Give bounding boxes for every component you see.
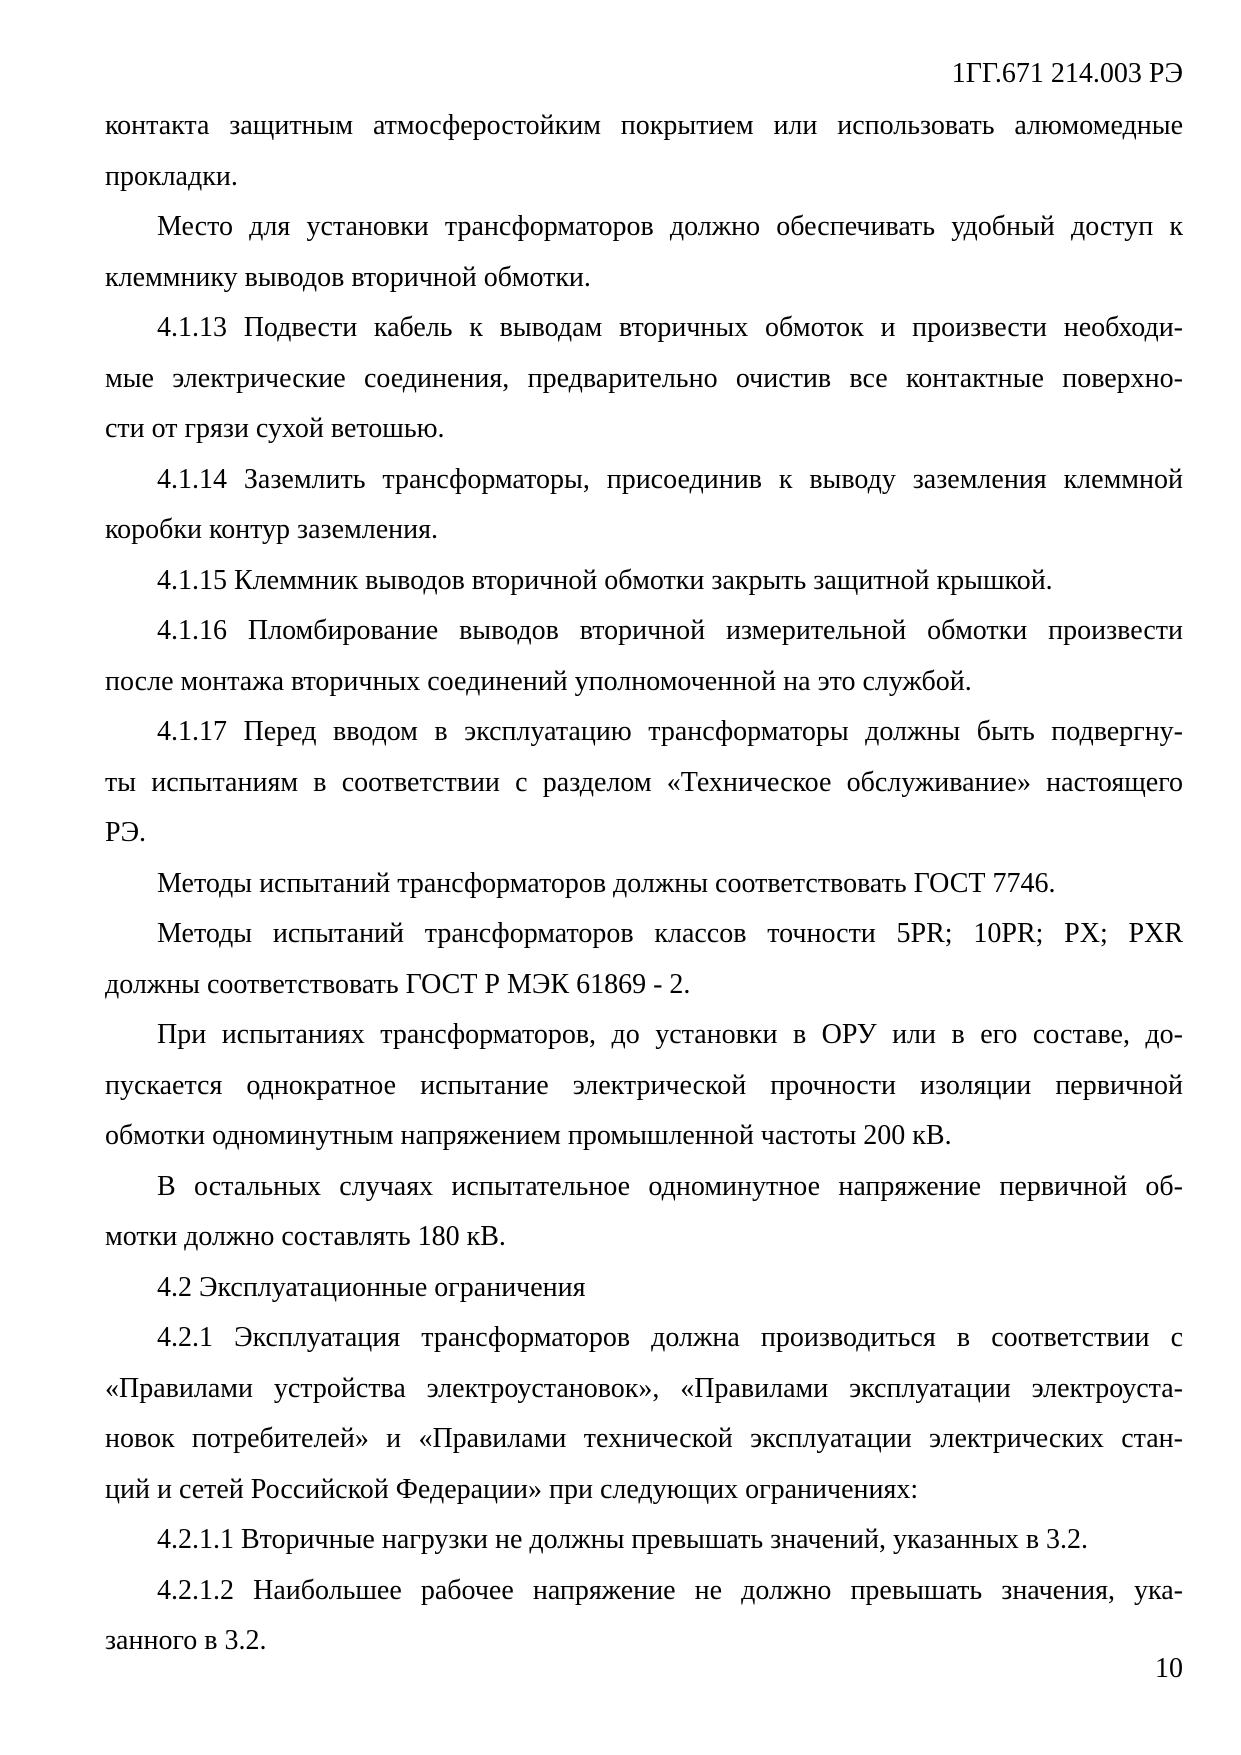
text-line: клеммнику выводов вторичной обмотки. (105, 261, 591, 293)
paragraph (105, 556, 1183, 607)
text-line: ций и сетей Российской Федерации» при следующих ограничениях: (105, 1473, 919, 1505)
text-line: Методы испытаний трансформаторов должны соответствовать ГОСТ 7746. (157, 867, 1056, 899)
paragraph (105, 1313, 1183, 1515)
page-number: 10 (1155, 1653, 1183, 1684)
paragraph (105, 909, 1183, 1010)
document-body (105, 101, 1183, 1667)
text-line: Методы испытаний трансформаторов классов точности 5PR; 10PR; PX; PXR (157, 918, 1183, 949)
text-line: прокладки. (105, 160, 238, 192)
text-line: 4.2.1 Эксплуатация трансформаторов должна производиться в соответствии с (157, 1322, 1183, 1353)
text-line: контакта защитным атмосферостойким покрытием или использовать алюмомедные (105, 110, 1183, 141)
text-line: пускается однократное испытание электрической прочности изоляции первичной (105, 1069, 1183, 1101)
text-line: сти от грязи сухой ветошью. (105, 413, 445, 444)
text-line: мые электрические соединения, предварительно очистив все контактные поверхно- (105, 362, 1183, 394)
text-line: новок потребителей» и «Правилами технической эксплуатации электрических стан- (105, 1423, 1183, 1454)
text-line: 4.2.1.2 Наибольшее рабочее напряжение не должно превышать значения, ука- (157, 1574, 1183, 1606)
paragraph (105, 1162, 1183, 1263)
paragraph (105, 455, 1183, 556)
text-line: обмотки одноминутным напряжением промышленной частоты 200 кВ. (105, 1120, 952, 1151)
text-line: после монтажа вторичных соединений уполномоченной на это службой. (105, 665, 972, 697)
paragraph (105, 606, 1183, 707)
text-line: «Правилами устройства электроустановок», «Правилами эксплуатации электроуста- (105, 1372, 1183, 1404)
paragraph (105, 1566, 1183, 1667)
text-line: РЭ. (105, 817, 147, 848)
text-line: Место для установки трансформаторов должно обеспечивать удобный доступ к (157, 211, 1183, 242)
paragraph (105, 1263, 1183, 1314)
text-line: При испытаниях трансформаторов, до установки в ОРУ или в его составе, до- (157, 1019, 1183, 1050)
text-line: 4.2.1.1 Вторичные нагрузки не должны превышать значений, указанных в 3.2. (157, 1524, 1089, 1555)
text-line: 4.1.13 Подвести кабель к выводам вторичных обмоток и произвести необходи- (157, 312, 1183, 343)
text-line: должны соответствовать ГОСТ Р МЭК 61869 - 2. (105, 968, 691, 1000)
text-line: ты испытаниям в соответствии с разделом «Техническое обслуживание» настоящего (105, 766, 1183, 798)
text-line: 4.1.17 Перед вводом в эксплуатацию трансформаторы должны быть подвергну- (157, 716, 1183, 747)
text-line: 4.1.16 Пломбирование выводов вторичной измерительной обмотки произвести (157, 615, 1183, 646)
document-number: 1ГГ.671 214.003 РЭ (951, 58, 1183, 89)
text-line: мотки должно составлять 180 кВ. (105, 1221, 506, 1252)
text-line: В остальных случаях испытательное одноминутное напряжение первичной об- (157, 1170, 1183, 1202)
paragraph (105, 1010, 1183, 1162)
text-line: 4.1.15 Клеммник выводов вторичной обмотки закрыть защитной крышкой. (157, 564, 1053, 596)
text-line: 4.1.14 Заземлить трансформаторы, присоединив к выводу заземления клеммной (157, 463, 1183, 495)
text-line: занного в 3.2. (105, 1625, 267, 1656)
text-line: коробки контур заземления. (105, 514, 438, 545)
text-line: 4.2 Эксплуатационные ограничения (157, 1271, 586, 1303)
paragraph (105, 202, 1183, 303)
paragraph (105, 707, 1183, 859)
paragraph (105, 1515, 1183, 1566)
paragraph (105, 101, 1183, 202)
paragraph (105, 303, 1183, 455)
paragraph (105, 859, 1183, 910)
